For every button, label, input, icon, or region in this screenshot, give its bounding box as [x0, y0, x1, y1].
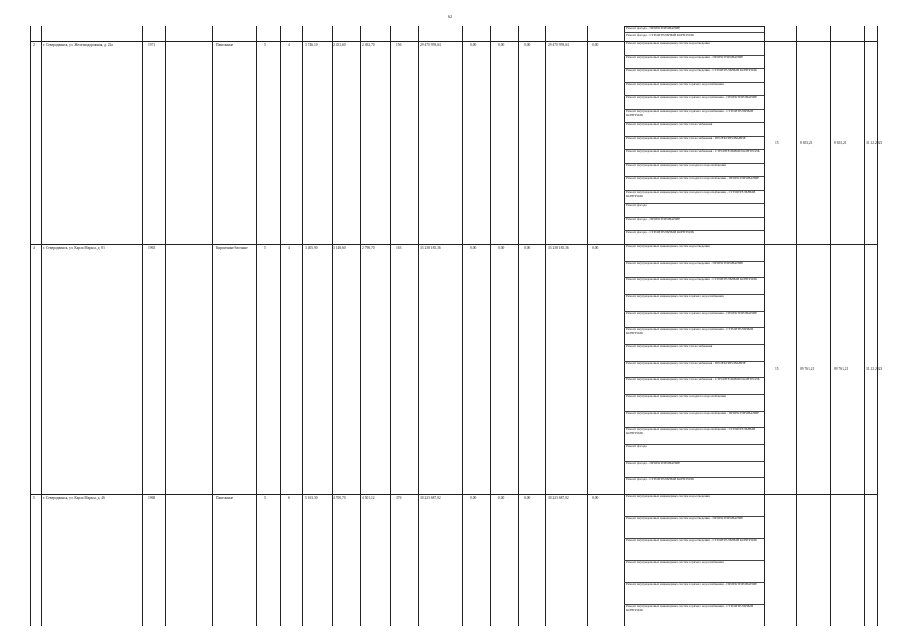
- work-item: Ремонт внутридомовых инженерных систем горячего водоснабжения - ПРОЕКТИРОВАНИЕ: [626, 95, 758, 100]
- work-item: Ремонт внутридомовых инженерных систем горячего водоснабжения: [626, 81, 724, 86]
- cell-year: 1965: [148, 246, 156, 250]
- work-item: Ремонт внутридомовых инженерных систем холодного водоснабжения: [626, 162, 726, 167]
- cell-floors: 5: [264, 43, 266, 47]
- cell-area-total: 5 163,30: [305, 496, 318, 500]
- work-item: Ремонт внутридомовых инженерных систем водоотведения - ПРОЕКТИРОВАНИЕ: [626, 516, 744, 520]
- cell-residents: 156: [396, 43, 402, 47]
- work-item: Ремонт внутридомовых инженерных систем теплоснабжения - ПРОЕКТИРОВАНИЕ: [626, 135, 746, 140]
- work-item: Ремонт внутридомовых инженерных систем горячего водоснабжения - СТРОИТЕЛЬНЫЙ КОНТРОЛЬ: [626, 108, 754, 117]
- work-item: Ремонт внутридомовых инженерных систем холодного водоснабжения - СТРОИТЕЛЬНЫЙ КОНТРОЛЬ: [626, 189, 756, 198]
- cell-v3: 0,00: [524, 43, 531, 47]
- work-item: Ремонт внутридомовых инженерных систем горячего водоснабжения: [626, 294, 724, 298]
- work-item: Ремонт внутридомовых инженерных систем водоотведения - СТРОИТЕЛЬНЫЙ КОНТРОЛЬ: [626, 68, 758, 73]
- cell-floors: 5: [264, 496, 266, 500]
- cell-v3: 0,00: [524, 496, 531, 500]
- cell-address: г. Северодвинск, ул. Карла Маркса, д. 81: [43, 246, 105, 250]
- cell-address: г. Северодвинск, ул. Железнодорожная, д. 22а: [43, 43, 113, 47]
- cell-entrances: 4: [288, 43, 290, 47]
- work-item: Ремонт внутридомовых инженерных систем горячего водоснабжения - СТРОИТЕЛЬНЫЙ КОНТРОЛЬ: [626, 604, 754, 612]
- header-item: Ремонт фасада - ПРОЕКТИРОВАНИЕ: [626, 26, 681, 30]
- cell-area-total: 3 405,90: [305, 246, 318, 250]
- cell-residents: 376: [396, 496, 402, 500]
- work-item: Ремонт внутридомовых инженерных систем теплоснабжения: [626, 344, 713, 348]
- cell-area-living2: 2 798,70: [362, 246, 375, 250]
- page-number: 62: [448, 14, 452, 19]
- cell-v2: 0,00: [498, 496, 505, 500]
- work-item: Ремонт внутридомовых инженерных систем водоотведения - СТРОИТЕЛЬНЫЙ КОНТРОЛЬ: [626, 277, 758, 282]
- register-table: [30, 26, 883, 626]
- cell-residents: 163: [396, 246, 402, 250]
- work-item: Ремонт внутридомовых инженерных систем теплоснабжения - СТРОИТЕЛЬНЫЙ КОНТРОЛЬ: [626, 377, 760, 382]
- cell-area-living: 2 431,60: [333, 43, 346, 47]
- cell-area-living: 3 148,60: [333, 246, 346, 250]
- cell-v2: 0,00: [498, 43, 505, 47]
- cell-v4: 29 470 959,04: [548, 43, 569, 47]
- cell-c3: 09 761,21: [834, 367, 849, 371]
- work-item: Ремонт фасада - ПРОЕКТИРОВАНИЕ: [626, 216, 681, 221]
- work-item: Ремонт внутридомовых инженерных систем водоотведения - ПРОЕКТИРОВАНИЕ: [626, 260, 744, 265]
- work-item: Ремонт внутридомовых инженерных систем теплоснабжения - ПРОЕКТИРОВАНИЕ: [626, 360, 746, 365]
- cell-cost-total: 33 238 185,36: [420, 246, 441, 250]
- cell-floors: 5: [264, 246, 266, 250]
- cell-c1: 15: [775, 367, 779, 371]
- cell-num: 4: [33, 246, 35, 250]
- cell-v1: 0,00: [470, 246, 477, 250]
- cell-v4: 30 223 687,02: [548, 496, 569, 500]
- work-item: Ремонт фасада - СТРОИТЕЛЬНЫЙ КОНТРОЛЬ: [626, 477, 695, 482]
- cell-entrances: 4: [288, 246, 290, 250]
- cell-year: 1971: [148, 43, 156, 47]
- cell-num: 2: [33, 43, 35, 47]
- work-item: Ремонт внутридомовых инженерных систем водоотведения: [626, 41, 710, 45]
- work-item: Ремонт внутридомовых инженерных систем водоотведения: [626, 244, 710, 248]
- work-item: Ремонт внутридомовых инженерных систем водоотведения - СТРОИТЕЛЬНЫЙ КОНТРОЛЬ: [626, 538, 758, 542]
- cell-c4: 31.12.2023: [866, 140, 883, 145]
- work-item: Ремонт внутридомовых инженерных систем водоотведения: [626, 494, 710, 498]
- cell-cost-total: 30 223 687,02: [420, 496, 441, 500]
- work-item: Ремонт фасада: [626, 444, 647, 448]
- cell-material: Панельные: [216, 496, 234, 500]
- work-item: Ремонт внутридомовых инженерных систем холодного водоснабжения - СТРОИТЕЛЬНЫЙ КОНТРОЛЬ: [626, 427, 756, 436]
- work-item: Ремонт внутридомовых инженерных систем теплоснабжения - СТРОИТЕЛЬНЫЙ КОНТРОЛЬ: [626, 149, 760, 154]
- work-item: Ремонт фасада: [626, 203, 647, 208]
- cell-v4: 33 238 185,36: [548, 246, 569, 250]
- cell-area-living: 4 700,70: [333, 496, 346, 500]
- cell-c3: 8 653,21: [834, 140, 847, 145]
- work-item: Ремонт внутридомовых инженерных систем теплоснабжения: [626, 122, 713, 127]
- work-item: Ремонт внутридомовых инженерных систем холодного водоснабжения - ПРОЕКТИРОВАНИЕ: [626, 410, 760, 415]
- cell-area-living2: 2 492,70: [362, 43, 375, 47]
- cell-cost-total: 29 470 959,04: [420, 43, 441, 47]
- work-item: Ремонт внутридомовых инженерных систем горячего водоснабжения: [626, 560, 724, 564]
- cell-address: г. Северодвинск, ул. Карла Маркса, д. 46: [43, 496, 105, 500]
- cell-v3: 0,00: [524, 246, 531, 250]
- cell-v1: 0,00: [470, 43, 477, 47]
- work-item: Ремонт фасада - ПРОЕКТИРОВАНИЕ: [626, 460, 681, 465]
- cell-material: Кирпичные/блочные: [216, 246, 248, 250]
- cell-v5: 0,00: [592, 43, 599, 47]
- cell-area-total: 3 746,10: [305, 43, 318, 47]
- work-item: Ремонт внутридомовых инженерных систем холодного водоснабжения: [626, 394, 726, 398]
- cell-c2: 8 653,21: [800, 140, 813, 145]
- work-item: Ремонт внутридомовых инженерных систем горячего водоснабжения - ПРОЕКТИРОВАНИЕ: [626, 582, 758, 586]
- cell-v5: 0,00: [592, 246, 599, 250]
- work-item: Ремонт фасада - СТРОИТЕЛЬНЫЙ КОНТРОЛЬ: [626, 230, 695, 235]
- work-item: Ремонт внутридомовых инженерных систем горячего водоснабжения - ПРОЕКТИРОВАНИЕ: [626, 310, 758, 315]
- work-item: Ремонт внутридомовых инженерных систем водоотведения - ПРОЕКТИРОВАНИЕ: [626, 54, 744, 59]
- cell-v5: 0,00: [592, 496, 599, 500]
- cell-entrances: 6: [288, 496, 290, 500]
- cell-c2: 09 761,21: [800, 367, 815, 371]
- cell-material: Панельные: [216, 43, 234, 47]
- cell-year: 1968: [148, 496, 156, 500]
- cell-c1: 15: [775, 140, 779, 145]
- cell-area-living2: 4 501,12: [362, 496, 375, 500]
- cell-v2: 0,00: [498, 246, 505, 250]
- work-item: Ремонт внутридомовых инженерных систем холодного водоснабжения - ПРОЕКТИРОВАНИЕ: [626, 176, 760, 181]
- cell-v1: 0,00: [470, 496, 477, 500]
- cell-num: 5: [33, 496, 35, 500]
- header-item: Ремонт фасада - СТРОИТЕЛЬНЫЙ КОНТРОЛЬ: [626, 33, 695, 37]
- work-item: Ремонт внутридомовых инженерных систем горячего водоснабжения - СТРОИТЕЛЬНЫЙ КОНТРОЛЬ: [626, 327, 754, 336]
- cell-c4: 31.12.2023: [866, 367, 883, 371]
